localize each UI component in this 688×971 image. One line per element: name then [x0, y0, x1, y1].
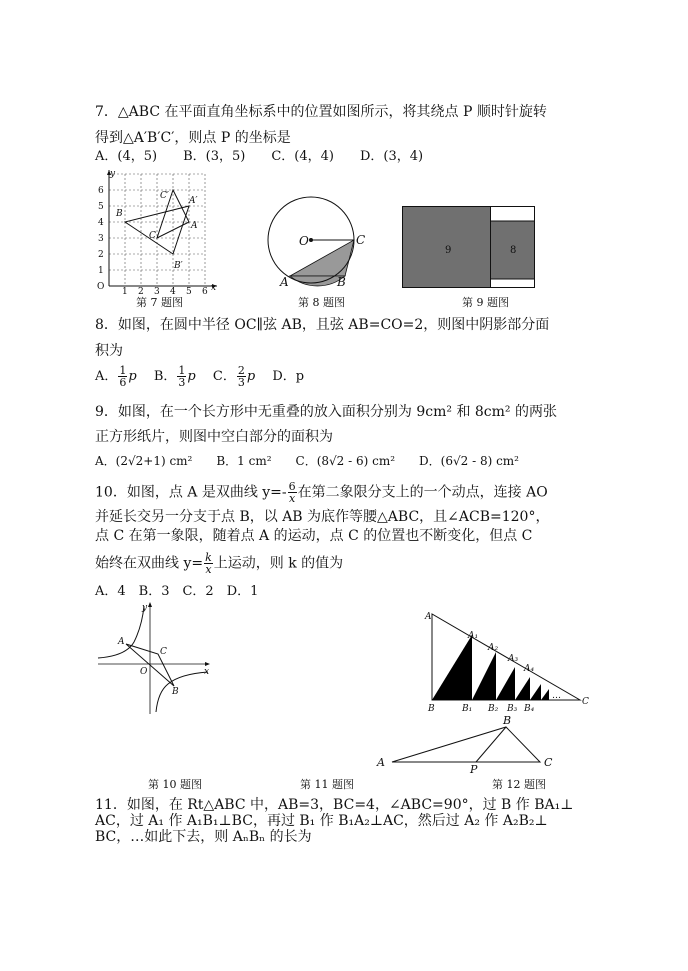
- fig11-label-B2: B₂: [488, 704, 499, 714]
- fig10-label-C: C: [160, 647, 167, 657]
- q10-line2: 并延长交另一分支于点 B，以 AB 为底作等腰△ABC，且∠ACB=120°，: [95, 509, 550, 525]
- fig10-label-A: A: [118, 637, 125, 647]
- q11-line3: BC，…如此下去，则 AₙBₙ 的长为: [95, 829, 312, 845]
- fig10-label-O: O: [140, 667, 148, 677]
- fig7-xtick: 6: [202, 287, 208, 297]
- fig8-label-A: A: [280, 275, 289, 289]
- fig12-label-C: C: [544, 756, 553, 769]
- fig11-ellipsis: …: [552, 691, 561, 701]
- fig7-ytick: 2: [98, 250, 104, 260]
- q10-line4: 始终在双曲线 y= $\frac{k}{x}$ 上运动，则 k 的值为: [95, 551, 344, 576]
- fig7-caption: 第 7 题图: [136, 296, 183, 309]
- fig12-caption: 第 12 题图: [492, 778, 546, 791]
- q8-line2: 积为: [95, 343, 123, 359]
- fig10-caption: 第 10 题图: [148, 778, 202, 791]
- figure-10: [96, 602, 214, 717]
- q8-optC-frac: $\frac{2}{3}$: [237, 364, 245, 389]
- figure-12: [372, 712, 572, 774]
- q8-line1: 8．如图，在圆中半径 OC∥弦 AB，且弦 AB=CO=2，则图中阴影部分面: [95, 317, 550, 333]
- q8-optB: B．: [153, 369, 177, 384]
- q8-optD: D．p: [272, 369, 305, 384]
- q9-line1: 9．如图，在一个长方形中无重叠的放入面积分别为 9cm² 和 8cm² 的两张: [95, 404, 557, 420]
- fig8-label-C: C: [356, 233, 366, 247]
- q8-optC: C．: [212, 369, 236, 384]
- fig7-ytick: 3: [98, 234, 104, 244]
- fig7-origin: O: [97, 282, 105, 292]
- fig7-label-B: B: [116, 209, 123, 219]
- fig11-label-A1: A₁: [468, 631, 479, 641]
- fig9-caption: 第 9 题图: [462, 296, 509, 309]
- fig11-label-B4: B₄: [524, 704, 535, 714]
- fig11-caption: 第 11 题图: [300, 778, 354, 791]
- fig7-ytick: 1: [98, 266, 104, 276]
- fig11-label-B: B: [428, 704, 435, 714]
- fig12-label-A: A: [377, 756, 385, 769]
- q8-optA-frac: $\frac{1}{6}$: [119, 364, 127, 389]
- fig11-label-C: C: [582, 697, 589, 707]
- q10-options: A．4 B．3 C．2 D．1: [95, 584, 259, 599]
- fig9-label-9: 9: [445, 245, 452, 256]
- q11-line2: AC，过 A₁ 作 A₁B₁⊥BC，再过 B₁ 作 B₁A₂⊥AC，然后过 A₂ 作 A₂B₂⊥: [95, 813, 548, 829]
- fig7-ytick: 5: [98, 202, 104, 212]
- q10-line1: 10．如图，点 A 是双曲线 y=- $\frac{6}{x}$ 在第二象限分支上的一个动点，连接 AO: [95, 480, 548, 505]
- fig7-label-A1: A′: [189, 196, 198, 206]
- fig10-axis-y: y: [142, 603, 148, 613]
- fig8-label-B: B: [337, 275, 346, 289]
- fig12-label-B: B: [503, 714, 512, 727]
- fig7-ytick: 6: [98, 186, 104, 196]
- fig7-label-C1: C′: [160, 191, 169, 201]
- fig7-xtick: 3: [154, 287, 160, 297]
- fig7-axis-x: x: [211, 283, 217, 293]
- q8-options: A． $\frac{1}{6}$ p B． $\frac{1}{3}$ p C． $\frac{2}{3}$ p D．p: [95, 364, 305, 389]
- q9-options: A．(2√2+1) cm² B．1 cm² C．(8√2 - 6) cm² D．(6√2 - 8) cm²: [95, 454, 519, 468]
- fig12-label-P: P: [470, 763, 478, 776]
- fig7-xtick: 5: [186, 287, 192, 297]
- q10-frac-kx: $\frac{k}{x}$: [205, 551, 212, 576]
- figure-8: [268, 178, 368, 288]
- fig7-label-B1: B′: [174, 261, 183, 271]
- fig7-xtick: 4: [170, 287, 176, 297]
- q7-options: A．(4，5) B．(3，5) C．(4，4) D．(3，4): [95, 149, 424, 164]
- fig8-caption: 第 8 题图: [298, 296, 345, 309]
- fig7-label-C: C: [149, 231, 156, 241]
- fig7-label-A: A: [191, 221, 198, 231]
- fig7-xtick: 2: [138, 287, 144, 297]
- fig7-axis-y: y: [110, 169, 116, 179]
- figure-11: [420, 610, 592, 720]
- fig11-label-A: A: [425, 612, 432, 622]
- fig8-label-O: O: [299, 234, 309, 248]
- fig7-xtick: 1: [122, 287, 128, 297]
- fig7-ytick: 4: [98, 218, 104, 228]
- fig9-label-8: 8: [510, 245, 517, 256]
- fig11-label-A3: A₃: [508, 654, 519, 664]
- q8-optB-frac: $\frac{1}{3}$: [178, 364, 186, 389]
- fig11-label-A2: A₂: [488, 643, 499, 653]
- figure-9: [402, 206, 536, 292]
- q7-line1: 7．△ABC 在平面直角坐标系中的位置如图所示，将其绕点 P 顺时针旋转: [95, 104, 547, 120]
- fig10-axis-x: x: [204, 667, 210, 677]
- fig11-label-B1: B₁: [462, 704, 473, 714]
- q11-line1: 11．如图，在 Rt△ABC 中，AB=3，BC=4，∠ABC=90°，过 B 作 BA₁⊥: [95, 797, 574, 813]
- q7-line2: 得到△A′B′C′，则点 P 的坐标是: [95, 130, 291, 146]
- fig11-label-A4: A₄: [524, 664, 535, 674]
- q10-frac-6x: $\frac{6}{x}$: [288, 480, 296, 505]
- figure-7: [92, 168, 222, 297]
- fig11-label-B3: B₃: [507, 704, 518, 714]
- fig10-label-B: B: [172, 687, 179, 697]
- q8-optA: A．: [95, 369, 118, 384]
- q10-line3: 点 C 在第一象限，随着点 A 的运动，点 C 的位置也不断变化，但点 C: [95, 528, 533, 544]
- q9-line2: 正方形纸片，则图中空白部分的面积为: [95, 429, 333, 445]
